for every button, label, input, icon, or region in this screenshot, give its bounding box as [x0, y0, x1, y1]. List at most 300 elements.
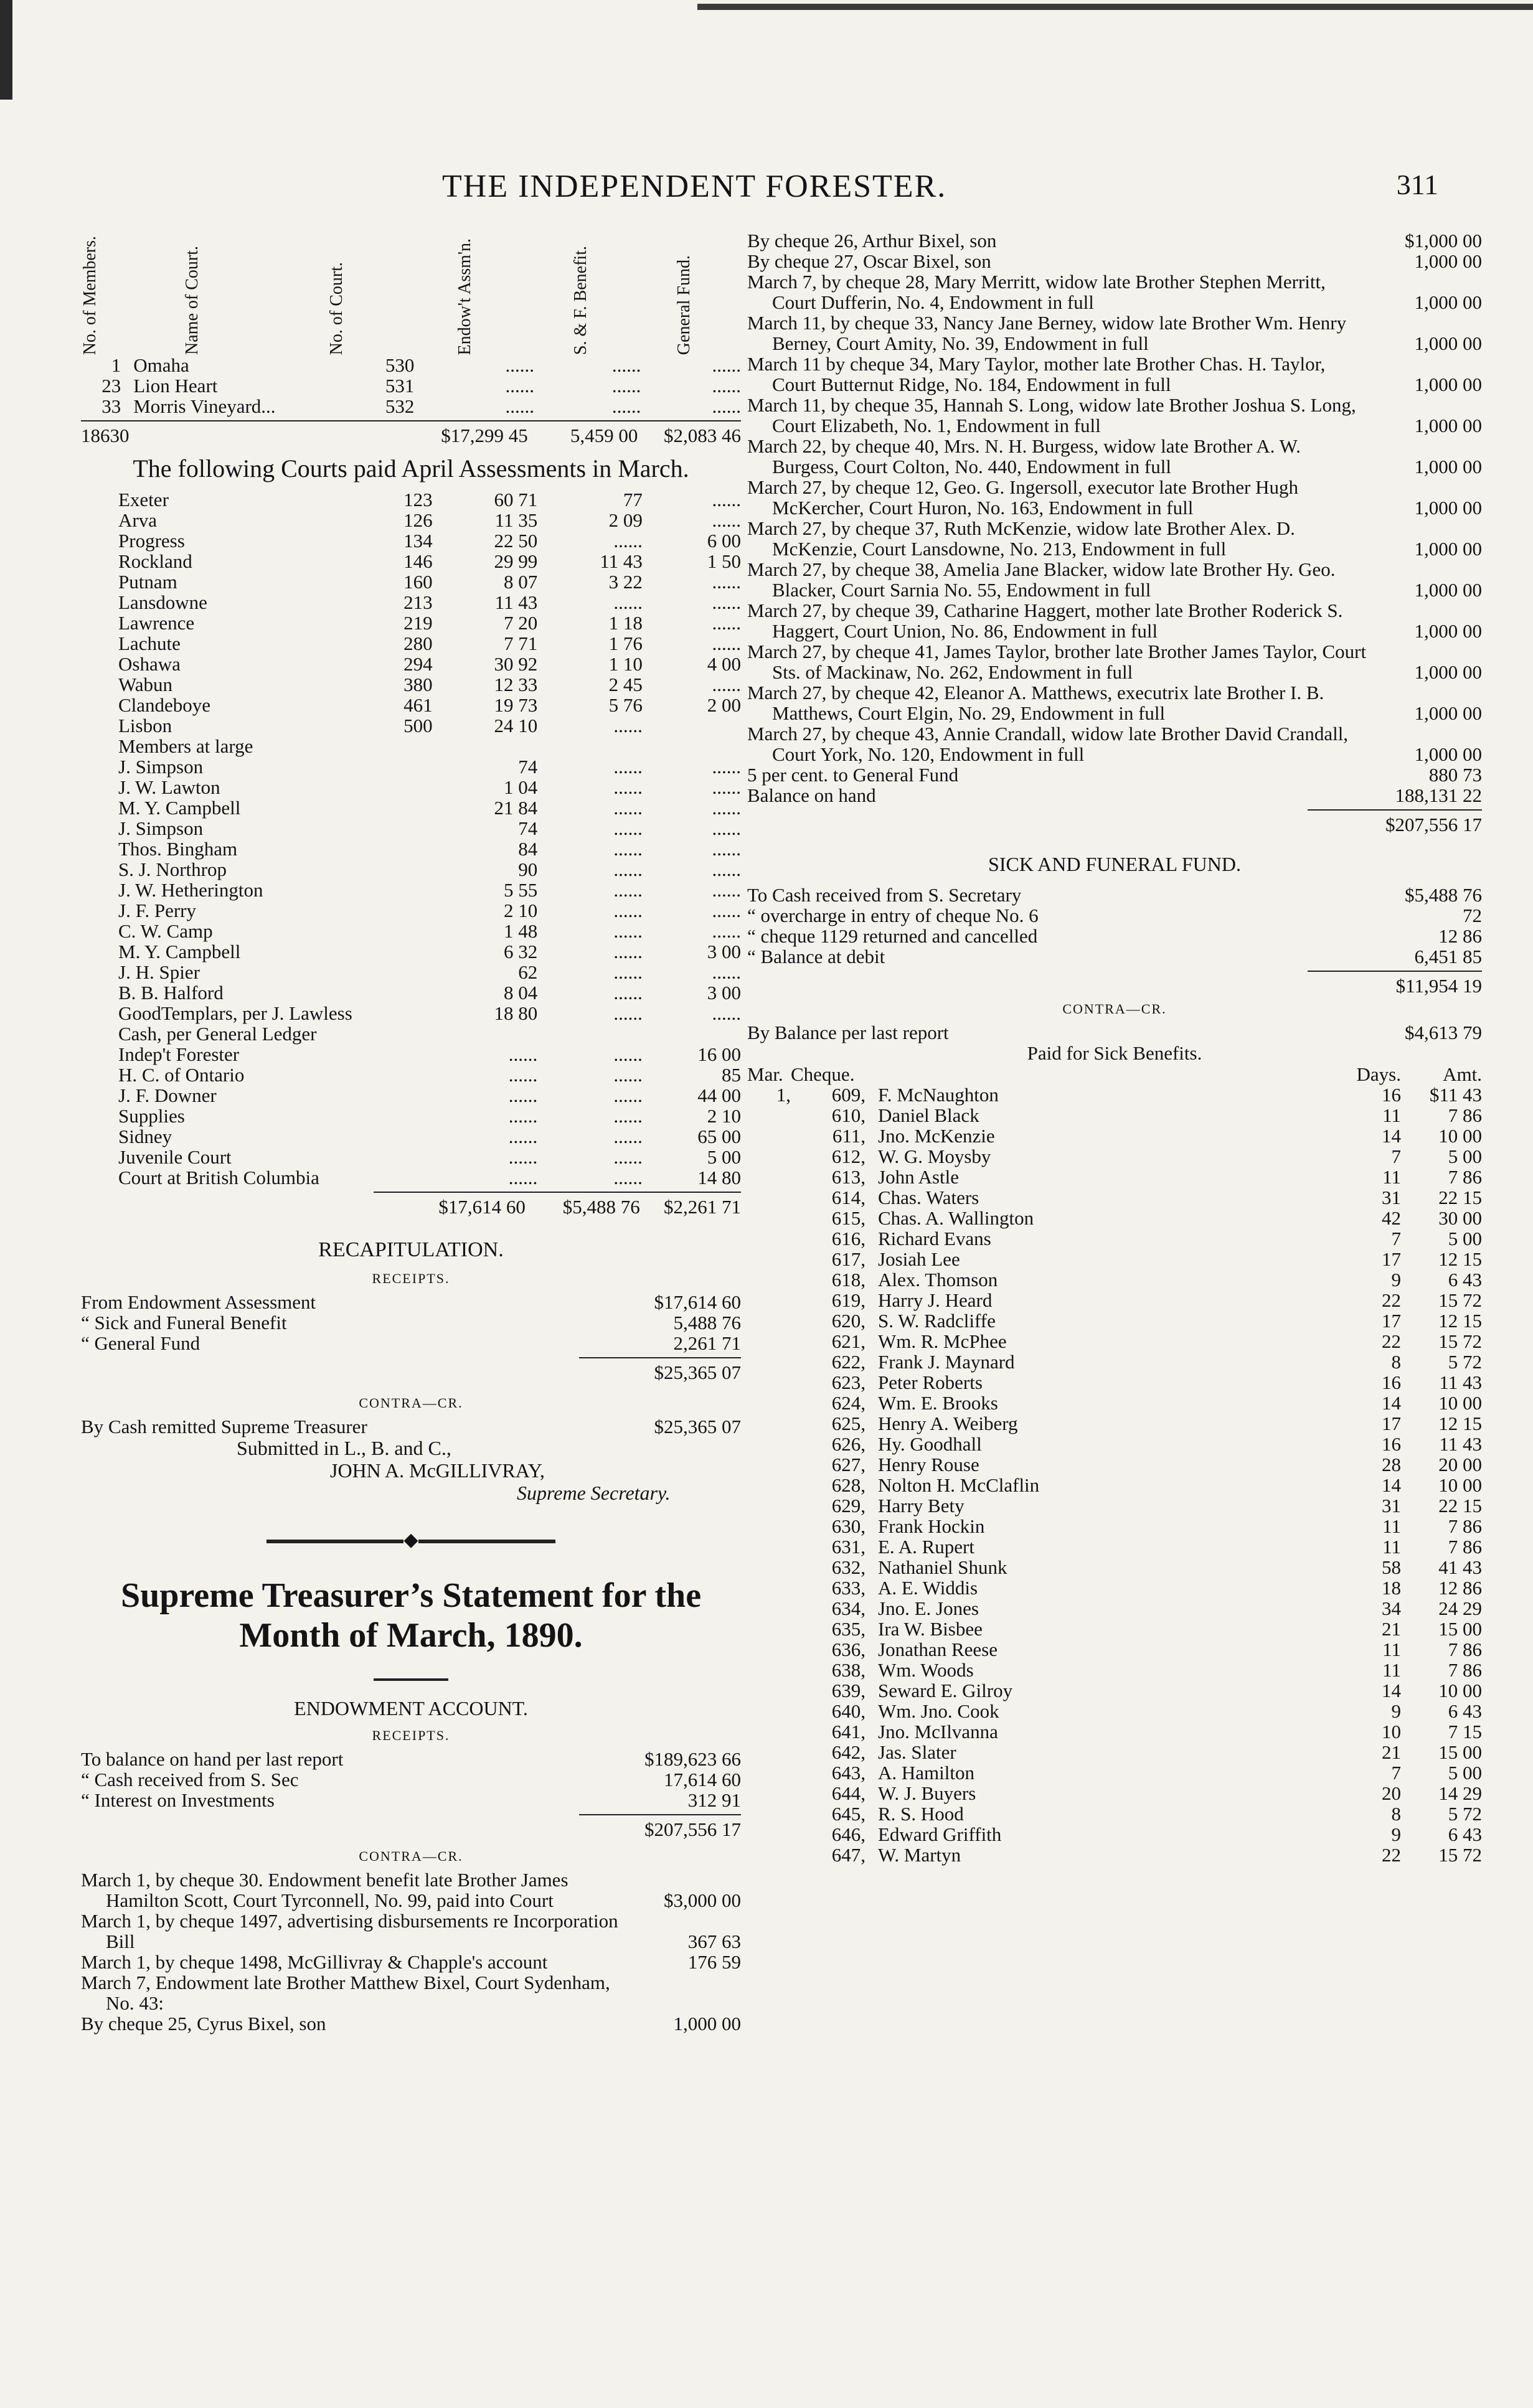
april-court-row	[81, 715, 741, 736]
col-header-gen: General Fund.	[674, 255, 694, 355]
endow-amount: ......	[508, 1146, 538, 1168]
benefit-cheque: 618,	[831, 1269, 866, 1291]
endow-amount: ......	[508, 1105, 538, 1127]
benefit-row	[747, 1290, 1482, 1310]
benefit-row	[747, 1804, 1482, 1824]
court-number	[367, 921, 432, 941]
recap-contra-label: CONTRA—CR.	[359, 1395, 463, 1411]
court-number: 500	[403, 715, 433, 736]
sf-amount: ......	[613, 920, 643, 942]
endowment-entry-text: Balance on hand	[747, 784, 876, 806]
benefit-month	[747, 1845, 791, 1865]
court-name: Progress	[118, 530, 185, 552]
sick-balance: By Balance per last report $4,613 79	[747, 1022, 1482, 1043]
april-court-row	[81, 839, 741, 859]
benefit-name: Josiah Lee	[878, 1248, 960, 1270]
sick-item-amount: 12 86	[1438, 925, 1482, 947]
endowment-entry-text: March 27, by cheque 43, Annie Crandall, widow late Brother David Crandall, Court York, No. 120, Endowment in full	[747, 723, 1349, 765]
courts-table	[81, 355, 741, 416]
endowment-entry-text: March 11 by cheque 34, Mary Taylor, mother late Brother Chas. H. Taylor, Court Butternut Ridge, No. 184, Endowment in full	[747, 353, 1326, 395]
endowment-entry-text: March 27, by cheque 42, Eleanor A. Matthews, executrix late Brother I. B. Matthews, Court Elgin, No. 29, Endowment in full	[747, 682, 1324, 724]
endowment-entry	[747, 723, 1482, 764]
april-court-row	[81, 921, 741, 941]
col-header-endow: Endow't Assm'n.	[455, 238, 475, 355]
endowment-entry-amount: 1,000 00	[1414, 374, 1482, 395]
gen-amount	[643, 715, 741, 736]
gen-amount: ......	[712, 756, 741, 778]
april-court-row	[81, 900, 741, 921]
treasurer-contra-item	[81, 1911, 741, 1952]
gen-amount: ......	[712, 612, 741, 634]
recap-heading: RECAPITULATION.	[318, 1238, 504, 1261]
benefit-month	[747, 1310, 791, 1331]
benefit-days: 11	[1382, 1515, 1401, 1537]
court-name: Morris Vineyard...	[133, 395, 276, 417]
col-header-members: No. of Members.	[80, 235, 100, 355]
recap-item-text: “ Sick and Funeral Benefit	[81, 1312, 287, 1333]
gen-amount: ......	[712, 395, 741, 417]
benefit-cheque: 636,	[831, 1639, 866, 1660]
april-court-row	[81, 859, 741, 880]
benefit-days: 34	[1382, 1597, 1401, 1619]
sf-amount: 11 43	[600, 550, 643, 572]
endow-amount: 1 04	[504, 776, 538, 798]
benefit-month	[747, 1187, 791, 1208]
treasurer-contra-item	[81, 1972, 741, 2013]
benefit-amount: 22 15	[1438, 1187, 1482, 1208]
benefit-amount: 5 72	[1448, 1351, 1482, 1373]
sf-amount: 2 45	[608, 674, 643, 695]
endow-amount: 24 10	[494, 715, 538, 736]
court-number: 126	[403, 509, 433, 531]
benefit-days: 11	[1382, 1104, 1401, 1126]
court-name: Lawrence	[118, 612, 195, 634]
recap-item	[81, 1292, 741, 1312]
sf-amount: ......	[611, 354, 641, 376]
court-number	[367, 1126, 432, 1147]
sf-amount: ......	[613, 1043, 643, 1065]
benefit-cheque: 610,	[831, 1104, 866, 1126]
treasurer-contra-item-text: March 7, Endowment late Brother Matthew Bixel, Court Sydenham, No. 43:	[81, 1972, 610, 2014]
court-number: 530	[385, 354, 415, 376]
endowment-entry-amount: 1,000 00	[1414, 415, 1482, 436]
court-name: Lisbon	[118, 715, 172, 736]
treasurer-item-text: To balance on hand per last report	[81, 1748, 344, 1770]
benefit-days: 22	[1382, 1330, 1401, 1352]
sf-amount: ......	[613, 1084, 643, 1106]
benefit-amount: 7 86	[1448, 1639, 1482, 1660]
april-total-gen: $2,261 71	[664, 1196, 741, 1218]
gen-amount: 5 00	[707, 1146, 741, 1168]
endow-amount: ......	[508, 1064, 538, 1086]
benefit-days: 22	[1382, 1289, 1401, 1311]
benefit-days: 11	[1382, 1536, 1401, 1558]
sf-amount: ......	[613, 1146, 643, 1168]
gen-amount: ......	[712, 900, 741, 921]
court-name: M. Y. Campbell	[118, 797, 241, 819]
benefit-amount: 15 72	[1438, 1330, 1482, 1352]
benefit-days: 17	[1382, 1310, 1401, 1332]
april-court-row	[81, 777, 741, 797]
april-court-row	[81, 674, 741, 695]
benefit-amount: 15 00	[1438, 1618, 1482, 1640]
benefit-month	[747, 1331, 791, 1352]
benefit-month	[747, 1372, 791, 1393]
court-number: 532	[385, 395, 415, 417]
benefit-cheque: 615,	[831, 1207, 866, 1229]
endowment-entry-text: March 22, by cheque 40, Mrs. N. H. Burgess, widow late Brother A. W. Burgess, Court Colton, No. 440, Endowment in full	[747, 435, 1301, 477]
april-table	[81, 489, 741, 1188]
sf-amount	[537, 1023, 643, 1044]
court-row	[81, 355, 741, 375]
sick-item-amount: 72	[1463, 905, 1482, 926]
court-name: Sidney	[118, 1126, 172, 1147]
total-gen: $2,083 46	[664, 425, 741, 446]
benefit-days: 14	[1382, 1680, 1401, 1701]
gen-amount: ......	[712, 375, 741, 397]
benefit-cheque: 626,	[831, 1433, 866, 1455]
endowment-entry	[747, 641, 1482, 682]
endowment-entry	[747, 518, 1482, 559]
benefit-month	[747, 1742, 791, 1762]
benefit-days: 7	[1391, 1228, 1401, 1249]
court-name: J. W. Hetherington	[118, 879, 263, 901]
recap-item	[81, 1312, 741, 1333]
benefit-name: Jas. Slater	[878, 1741, 956, 1763]
gen-amount: ......	[712, 817, 741, 839]
court-name: Arva	[118, 509, 157, 531]
court-name: Omaha	[133, 354, 189, 376]
court-number	[367, 900, 432, 921]
gen-amount: 14 80	[697, 1167, 741, 1188]
endow-amount: 18 80	[494, 1002, 538, 1024]
gen-amount: 3 00	[707, 941, 741, 962]
sf-amount: ......	[613, 1167, 643, 1188]
benefit-row	[747, 1536, 1482, 1557]
benefit-row	[747, 1845, 1482, 1865]
benefit-name: Jonathan Reese	[878, 1639, 998, 1660]
court-name: S. J. Northrop	[118, 858, 227, 880]
benefit-name: Jno. McKenzie	[878, 1125, 995, 1147]
court-name: B. B. Halford	[118, 982, 224, 1004]
benefit-cheque: 639,	[831, 1680, 866, 1701]
benefit-cheque: 611,	[832, 1125, 866, 1147]
benefit-cheque: 634,	[831, 1597, 866, 1619]
benefit-month	[747, 1639, 791, 1660]
benefit-amount: 22 15	[1438, 1495, 1482, 1517]
benefit-month	[747, 1126, 791, 1146]
april-court-row	[81, 1147, 741, 1167]
treasurer-contra-item-text: March 1, by cheque 1497, advertising disbursements re Incorporation Bill	[81, 1910, 618, 1952]
benefit-cheque: 629,	[831, 1495, 866, 1517]
court-name: Lion Heart	[133, 375, 218, 397]
court-name: Rockland	[118, 550, 192, 572]
court-name: Lachute	[118, 633, 181, 654]
sick-item	[747, 926, 1482, 946]
benefit-amount: 6 43	[1448, 1700, 1482, 1722]
benefit-month	[747, 1804, 791, 1824]
benefit-row	[747, 1454, 1482, 1475]
recap-item-text: From Endowment Assessment	[81, 1291, 316, 1313]
benefit-row	[747, 1228, 1482, 1249]
benefit-cheque: 616,	[831, 1228, 866, 1249]
gen-amount: ......	[712, 489, 741, 510]
benefit-cheque: 622,	[831, 1351, 866, 1373]
sf-amount: ......	[613, 961, 643, 983]
endowment-entry-text: March 11, by cheque 35, Hannah S. Long, widow late Brother Joshua S. Long, Court Elizabeth, No. 1, Endowment in full	[747, 394, 1356, 436]
benefit-row	[747, 1680, 1482, 1701]
benefit-days: 14	[1382, 1474, 1401, 1496]
benefit-name: Richard Evans	[878, 1228, 991, 1249]
benefit-name: R. S. Hood	[878, 1803, 964, 1825]
april-court-row	[81, 1003, 741, 1023]
sf-amount: ......	[613, 879, 643, 901]
benefit-amount: 7 86	[1448, 1536, 1482, 1558]
april-court-row	[81, 1023, 741, 1044]
court-number	[367, 777, 432, 797]
treasurer-contra-item-text: March 1, by cheque 30. Endowment benefit late Brother James Hamilton Scott, Court Tyrconnell, No. 99, paid into Court	[81, 1869, 568, 1911]
benefit-amount: 5 00	[1448, 1762, 1482, 1784]
benefit-month	[747, 1393, 791, 1413]
endow-amount: ......	[505, 375, 535, 397]
endow-amount: ......	[508, 1043, 538, 1065]
benefit-name: E. A. Rupert	[878, 1536, 974, 1558]
submitted-line: Submitted in L., B. and C.,	[237, 1437, 451, 1459]
signer-name: JOHN A. McGILLIVRAY,	[330, 1459, 545, 1482]
benefit-month	[747, 1475, 791, 1495]
benefit-row	[747, 1269, 1482, 1290]
signer-title: Supreme Secretary.	[517, 1482, 671, 1504]
endowment-entry-text: March 27, by cheque 39, Catharine Haggert, mother late Brother Roderick S. Haggert, Court Union, No. 86, Endowment in full	[747, 600, 1343, 642]
members-count: 33	[101, 395, 121, 417]
benefit-name: Edward Griffith	[878, 1823, 1002, 1845]
benefit-days: 17	[1382, 1248, 1401, 1270]
benefit-cheque: 633,	[831, 1577, 866, 1599]
benefit-cheque: 609,	[831, 1084, 866, 1106]
benefit-name: Jno. E. Jones	[878, 1597, 979, 1619]
benefit-name: A. E. Widdis	[878, 1577, 978, 1599]
endowment-entry-amount: 1,000 00	[1414, 702, 1482, 724]
benefit-name: S. W. Radcliffe	[878, 1310, 996, 1332]
treasurer-item	[81, 1790, 741, 1810]
divider	[1308, 809, 1482, 811]
gen-amount: ......	[712, 591, 741, 613]
benefit-row	[747, 1310, 1482, 1331]
benefit-row	[747, 1105, 1482, 1126]
april-court-row	[81, 941, 741, 962]
endowment-entry-amount: 1,000 00	[1414, 291, 1482, 313]
april-court-row	[81, 736, 741, 756]
benefit-days: 17	[1382, 1413, 1401, 1434]
benefit-name: Chas. Waters	[878, 1187, 979, 1208]
sf-amount	[537, 736, 643, 756]
total-endow: $17,299 45	[441, 425, 528, 446]
header-cheque: Cheque.	[791, 1063, 855, 1085]
benefit-name: Henry Rouse	[878, 1454, 979, 1475]
recap-total: $25,365 07	[654, 1362, 741, 1383]
benefit-month	[747, 1701, 791, 1721]
april-court-row	[81, 797, 741, 818]
page-title: THE INDEPENDENT FORESTER.	[442, 169, 947, 204]
benefit-month	[747, 1413, 791, 1434]
sick-benefits-table	[747, 1064, 1482, 1865]
treasurer-item-text: “ Interest on Investments	[81, 1789, 275, 1811]
benefit-days: 28	[1382, 1454, 1401, 1475]
col-header-court-no: No. of Court.	[327, 261, 347, 355]
court-number	[367, 982, 432, 1003]
benefit-month: 1,	[776, 1084, 791, 1106]
treasurer-contra-label: CONTRA—CR.	[359, 1848, 463, 1864]
divider	[81, 420, 741, 421]
benefit-name: Alex. Thomson	[878, 1269, 998, 1291]
total-sf: 5,459 00	[570, 425, 638, 446]
endow-amount: 62	[518, 961, 538, 983]
treasurer-title: Supreme Treasurer’s Statement for the Month of March, 1890.	[120, 1576, 702, 1655]
benefit-amount: 5 00	[1448, 1228, 1482, 1249]
benefit-name: Daniel Black	[878, 1104, 979, 1126]
sf-amount: ......	[613, 797, 643, 819]
treasurer-contra-item-text: By cheque 25, Cyrus Bixel, son	[81, 2013, 326, 2034]
sick-item	[747, 905, 1482, 926]
benefit-cheque: 631,	[831, 1536, 866, 1558]
benefit-row	[747, 1352, 1482, 1372]
benefit-days: 31	[1382, 1495, 1401, 1517]
court-name: J. Simpson	[118, 817, 204, 839]
benefit-row	[747, 1824, 1482, 1845]
sick-item-text: To Cash received from S. Secretary	[747, 884, 1022, 906]
court-number: 134	[403, 530, 433, 552]
benefit-row	[747, 1762, 1482, 1783]
benefit-name: Ira W. Bisbee	[878, 1618, 983, 1640]
court-name: Wabun	[118, 674, 173, 695]
gen-amount: 2 00	[707, 694, 741, 716]
benefit-amount: 10 00	[1438, 1392, 1482, 1414]
divider	[579, 1814, 741, 1815]
benefit-amount: 11 43	[1439, 1433, 1482, 1455]
endow-amount: 11 35	[494, 509, 538, 531]
treasurer-item-text: “ Cash received from S. Sec	[81, 1769, 299, 1790]
divider	[579, 1357, 741, 1358]
benefit-month	[747, 1721, 791, 1742]
endowment-entry	[747, 785, 1482, 806]
sf-amount: ......	[613, 715, 643, 736]
gen-amount: 65 00	[697, 1126, 741, 1147]
endowment-entry-text: 5 per cent. to General Fund	[747, 764, 959, 786]
court-number	[367, 1147, 432, 1167]
endowment-entry	[747, 271, 1482, 313]
endowment-entry-amount: 1,000 00	[1414, 620, 1482, 642]
april-court-row	[81, 592, 741, 613]
benefit-amount: 24 29	[1438, 1597, 1482, 1619]
benefit-amount: 7 86	[1448, 1104, 1482, 1126]
court-name: J. F. Perry	[118, 900, 196, 921]
court-name: H. C. of Ontario	[118, 1064, 245, 1086]
benefit-name: W. Martyn	[878, 1844, 961, 1866]
treasurer-contra-item	[81, 1869, 741, 1911]
sick-item-text: “ cheque 1129 returned and cancelled	[747, 925, 1038, 947]
endowment-entry-text: March 7, by cheque 28, Mary Merritt, widow late Brother Stephen Merritt, Court Dufferin, No. 4, Endowment in full	[747, 271, 1326, 313]
benefit-cheque: 612,	[831, 1145, 866, 1167]
benefit-name: Jno. McIlvanna	[878, 1721, 998, 1743]
court-number	[367, 1003, 432, 1023]
benefit-cheque: 640,	[831, 1700, 866, 1722]
court-number	[367, 1044, 432, 1065]
endowment-entry	[747, 477, 1482, 518]
benefit-month	[747, 1783, 791, 1804]
sick-item	[747, 885, 1482, 905]
benefit-month	[747, 1434, 791, 1454]
benefit-month	[747, 1269, 791, 1290]
court-number: 219	[403, 612, 433, 634]
benefit-name: W. G. Moysby	[878, 1145, 991, 1167]
court-name: Indep't Forester	[118, 1043, 240, 1065]
benefit-name: Wm. E. Brooks	[878, 1392, 998, 1414]
treasurer-contra-item	[81, 2013, 741, 2034]
recap-contra-item: By Cash remitted Supreme Treasurer $25,365 07	[81, 1416, 741, 1437]
sick-item-amount: 6,451 85	[1414, 946, 1482, 967]
court-number: 146	[403, 550, 433, 572]
benefit-name: Wm. Woods	[878, 1659, 974, 1681]
endowment-account-heading: ENDOWMENT ACCOUNT.	[294, 1697, 528, 1719]
benefit-cheque: 635,	[831, 1618, 866, 1640]
endowment-entry-amount: 188,131 22	[1395, 784, 1482, 806]
benefit-month	[747, 1824, 791, 1845]
benefit-cheque: 625,	[831, 1413, 866, 1434]
benefit-amount: 7 86	[1448, 1515, 1482, 1537]
april-court-row	[81, 613, 741, 633]
endow-amount: 1 48	[504, 920, 538, 942]
benefit-row	[747, 1475, 1482, 1495]
benefit-cheque: 643,	[831, 1762, 866, 1784]
sf-amount: 1 18	[608, 612, 643, 634]
benefit-month	[747, 1619, 791, 1639]
benefit-amount: 7 86	[1448, 1659, 1482, 1681]
benefit-days: 42	[1382, 1207, 1401, 1229]
endowment-entry-amount: 1,000 00	[1414, 497, 1482, 519]
sick-fund-items	[747, 885, 1482, 967]
benefit-row	[747, 1742, 1482, 1762]
court-number	[367, 1085, 432, 1106]
benefit-amount: 15 72	[1438, 1844, 1482, 1866]
april-court-row	[81, 695, 741, 715]
benefit-amount: 12 86	[1438, 1577, 1482, 1599]
benefit-amount: 7 86	[1448, 1166, 1482, 1188]
endowment-entry	[747, 313, 1482, 354]
benefit-row	[747, 1619, 1482, 1639]
endowment-entry	[747, 251, 1482, 271]
treasurer-item-amount: 17,614 60	[664, 1769, 741, 1790]
benefit-row	[747, 1187, 1482, 1208]
paid-label: Paid for Sick Benefits.	[1027, 1042, 1202, 1064]
endow-amount: 2 10	[504, 900, 538, 921]
court-number	[367, 880, 432, 900]
gen-amount: 44 00	[697, 1084, 741, 1106]
sf-amount: ......	[613, 1105, 643, 1127]
april-court-row	[81, 1106, 741, 1126]
gen-amount: ......	[712, 674, 741, 695]
court-name: Putnam	[118, 571, 177, 593]
gen-amount: ......	[712, 879, 741, 901]
benefit-cheque: 638,	[831, 1659, 866, 1681]
header-mar: Mar.	[747, 1063, 783, 1085]
gen-amount: ......	[712, 571, 741, 593]
endow-amount: 74	[518, 817, 538, 839]
col-header-sf: S. & F. Benefit.	[571, 245, 591, 355]
header-amt: Amt.	[1443, 1063, 1482, 1085]
sf-amount: ......	[613, 858, 643, 880]
treasurer-contra-item-amount: 1,000 00	[673, 2013, 741, 2034]
benefit-month	[747, 1660, 791, 1680]
